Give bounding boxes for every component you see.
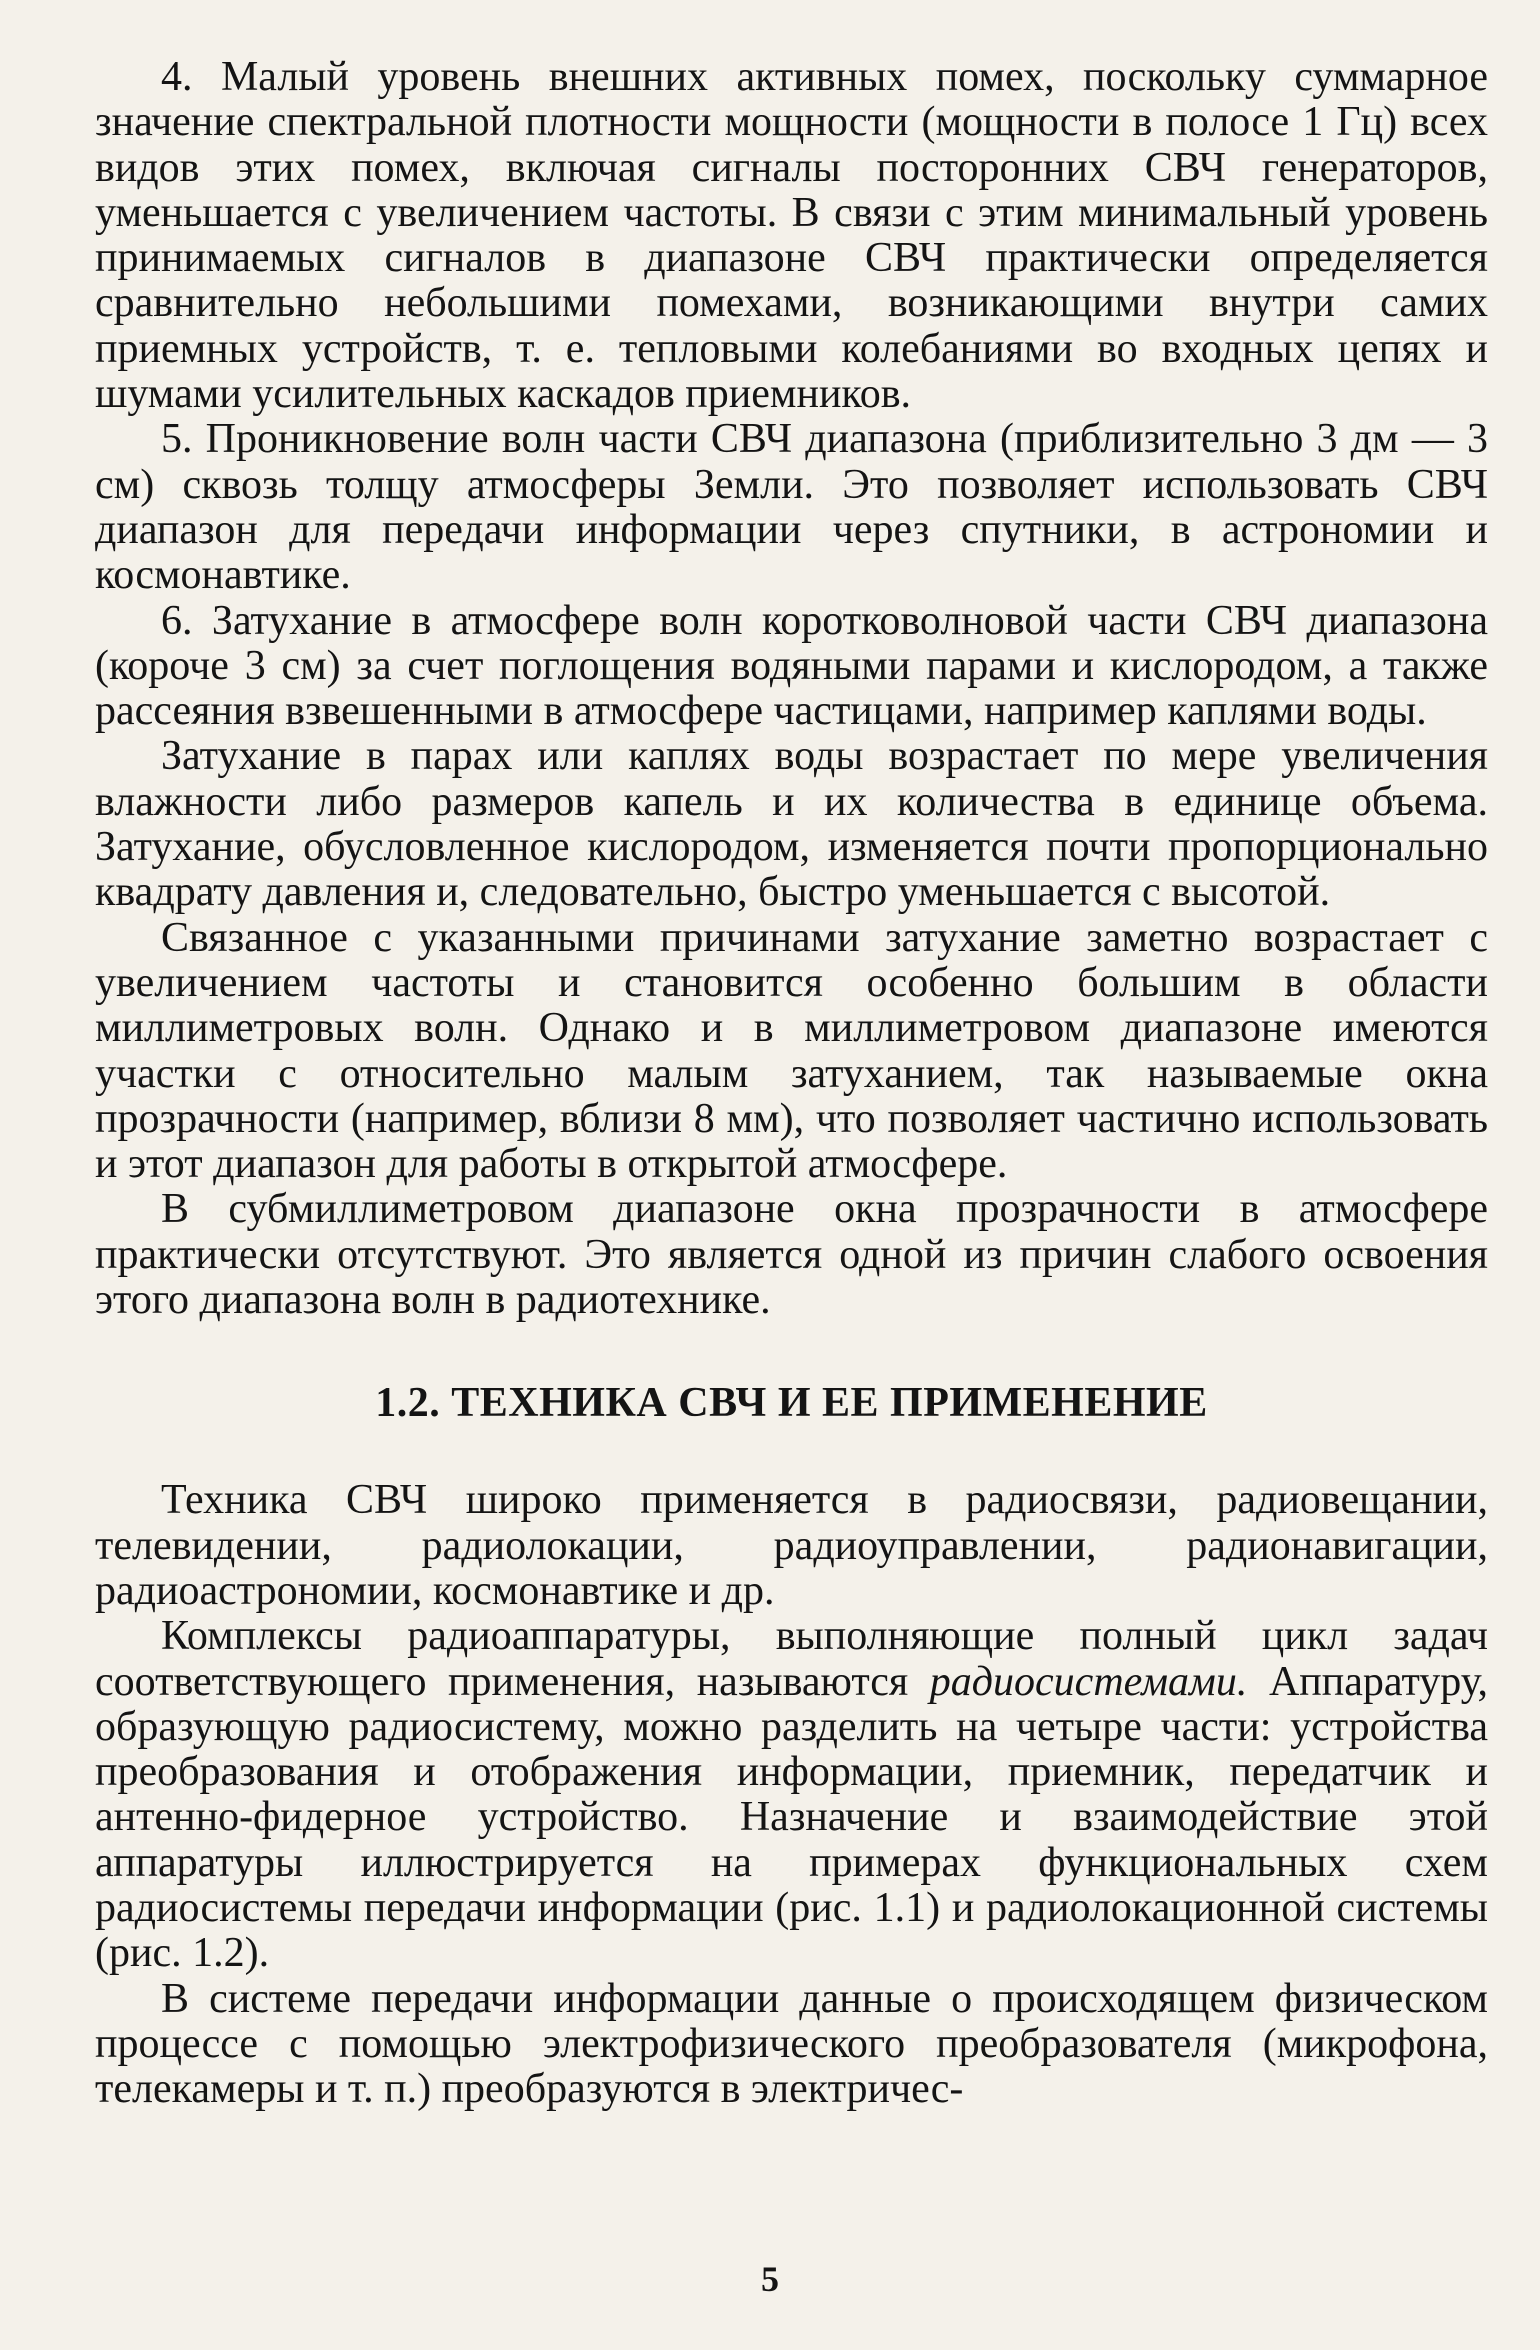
radiosystems-text-after: Аппаратуру, образующую радиосистему, можно разделить на четыре части: устройства преобразования и отображения информации, приемник, передатчик и антенно-фидерное устройство. Назначение и взаимодействие этой аппаратуры иллюстрируется на примерах функциональных схем радиосистемы передачи информации (рис. 1.1) и радиолокационной системы (рис. 1.2). xyxy=(95,1658,1488,1977)
paragraph-information-transfer: В системе передачи информации данные о происходящем физическом процессе с помощью электрофизического преобразователя (микрофона, телекамеры и т. п.) преобразуются в электричес- xyxy=(95,1975,1488,2113)
paragraph-radiosystems xyxy=(95,1614,1488,1976)
paragraph-item-4: 4. Малый уровень внешних активных помех, поскольку суммарное значение спектральной плотности мощности (мощности в полосе 1 Гц) всех видов этих помех, включая сигналы посторонних СВЧ генераторов, уменьшается с увеличением частоты. В связи с этим минимальный уровень принимаемых сигналов в диапазоне СВЧ практически определяется сравнительно небольшими помехами, возникающими внутри самих приемных устройств, т. е. тепловыми колебаниями во входных цепях и шумами усилительных каскадов приемников. xyxy=(95,54,1488,418)
body-text xyxy=(95,55,1488,2112)
paragraph-submillimeter: В субмиллиметровом диапазоне окна прозрачности в атмосфере практически отсутствуют. Это является одной из причин слабого освоения этого диапазона волн в радиотехнике. xyxy=(95,1186,1488,1324)
paragraph-millimeter-waves: Связанное с указанными причинами затухание заметно возрастает с увеличением частоты и становится особенно большим в области миллиметровых волн. Однако и в миллиметровом диапазоне имеются участки с относительно малым затуханием, так называемые окна прозрачности (например, вблизи 8 мм), что позволяет частично использовать и этот диапазон для работы в открытой атмосфере. xyxy=(95,914,1488,1188)
paragraph-applications: Техника СВЧ широко применяется в радиосвязи, радиовещании, телевидении, радиолокации, радиоуправлении, радионавигации, радиоастрономии, космонавтике и др. xyxy=(95,1477,1488,1614)
paragraph-water-attenuation: Затухание в парах или каплях воды возрастает по мере увеличения влажности либо размеров капель и их количества в единице объема. Затухание, обусловленное кислородом, изменяется почти пропорционально квадрату давления и, следовательно, быстро уменьшается с высотой. xyxy=(95,733,1488,916)
section-heading: 1.2. ТЕХНИКА СВЧ И ЕЕ ПРИМЕНЕНИЕ xyxy=(375,1380,1208,1427)
paragraph-item-6: 6. Затухание в атмосфере волн коротковолновой части СВЧ диапазона (короче 3 см) за счет поглощения водяными парами и кислородом, а также рассеяния взвешенными в атмосфере частицами, например каплями воды. xyxy=(95,597,1488,735)
paragraph-item-5: 5. Проникновение волн части СВЧ диапазона (приблизительно 3 дм — 3 см) сквозь толщу атмосферы Земли. Это позволяет использовать СВЧ диапазон для передачи информации через спутники, в астрономии и космонавтике. xyxy=(95,416,1488,599)
page-number: 5 xyxy=(761,2259,779,2299)
radiosystems-term: радиосистемами. xyxy=(929,1658,1248,1705)
radiosystems-text-before: Комплексы радиоаппаратуры, выполняющие полный цикл задач соответствующего применения, называются xyxy=(95,1613,1488,1705)
